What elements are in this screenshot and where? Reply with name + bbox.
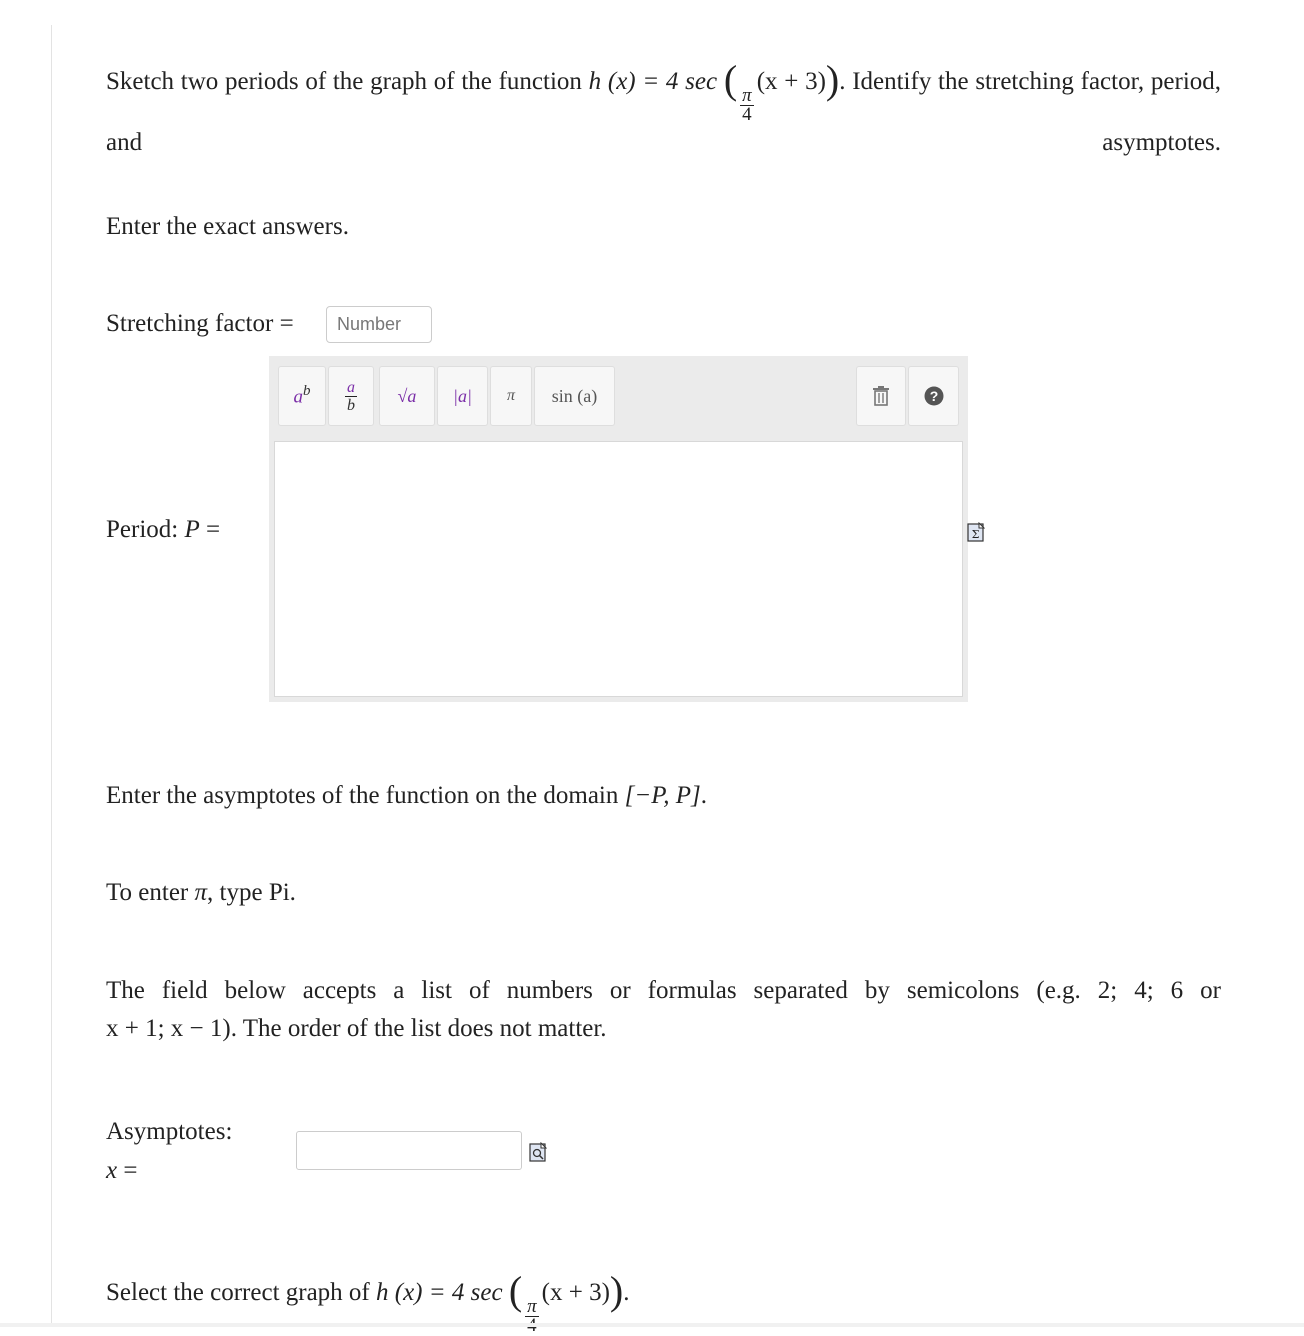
left-divider [51,25,52,1327]
stretching-equals: = [279,310,294,337]
graph-fraction-num: π [527,1296,537,1317]
sin-button[interactable] [534,366,615,426]
asymptote-prompt-end: . [700,782,708,809]
stretching-factor-label [106,305,294,342]
absolute-value-button[interactable] [437,366,488,426]
graph-prompt-end: . [623,1279,630,1306]
asymptote-domain: [−P, P] [624,782,701,809]
fraction-button-num: a [347,378,355,396]
pi-hint-symbol: π [194,879,208,906]
asymptote-variable: x [106,1157,118,1184]
asymptote-prompt [106,777,707,814]
asymptote-prompt-text: Enter the asymptotes of the function on the domain [106,782,625,809]
question-intro: Sketch two periods of the graph of the function [106,68,589,95]
function-fraction [740,87,754,124]
sqrt-label: √a [397,385,417,406]
trash-icon [872,386,890,406]
pi-hint [106,874,296,911]
superscript-button[interactable]: $a^b$ [278,366,326,426]
question-line-1: Sketch two periods of the graph of the function h (x) = 4 sec ( $\frac{\pi}{4}$ (x + 3)). Identify the stretching factor, period, and asymptotes. [106,57,1222,156]
graph-function: h (x) = 4 sec [376,1279,503,1306]
asymptotes-x-equals [106,1152,137,1189]
stretching-label-text: Stretching factor [106,310,274,337]
exact-answers-instruction: Enter the exact answers. [106,213,349,240]
graph-function-inner: (x + 3) [541,1279,610,1306]
abs-label: |a| [453,385,472,406]
graph-prompt-text: Select the correct graph of [106,1279,377,1306]
pi-label: π [506,387,515,404]
period-equals: = [199,516,221,543]
preview-magnifier-icon[interactable] [529,1142,547,1162]
function-inner: (x + 3) [756,68,826,95]
sqrt-button[interactable] [379,366,435,426]
formula-preview-icon[interactable] [967,522,985,542]
graph-prompt: Select the correct graph of h (x) = 4 sec ( π (x + 3)). [106,1274,630,1335]
asymptotes-label: Asymptotes: [106,1118,233,1145]
period-editor-area[interactable] [274,441,963,697]
bottom-divider [0,1323,1304,1327]
sin-label: sin (a) [551,385,598,406]
trash-button[interactable] [856,366,906,426]
asymptotes-input[interactable] [296,1131,522,1170]
period-label [106,511,220,548]
list-hint-line-2: x + 1; x − 1). The order of the list does not matter. [106,1015,607,1042]
math-editor [269,356,968,702]
question-rest: . Identify the stretching factor, period, and asymptotes. [106,68,1222,156]
period-variable: P [184,516,200,543]
svg-text:Σ: Σ [971,528,980,541]
period-label-text: Period: [106,516,185,543]
fraction-button[interactable] [328,366,374,426]
fraction-button-den: b [347,396,355,414]
list-hint-line-1: The field below accepts a list of numbers or formulas separated by semicolons (e.g. 2; 4; 6 or [106,977,1221,1004]
stretching-factor-input[interactable] [326,306,432,343]
fraction-denominator: 4 [742,104,752,125]
svg-text:?: ? [929,388,938,404]
function-lhs: h (x) = 4 sec [588,68,718,95]
fraction-numerator: π [742,85,752,106]
pi-hint-before: To enter [106,879,195,906]
help-icon [924,386,944,406]
pi-hint-after: , type Pi. [207,879,296,906]
help-button[interactable] [908,366,959,426]
asymptote-equals: = [123,1157,138,1184]
graph-fraction [525,1298,539,1335]
pi-button[interactable] [490,366,532,426]
